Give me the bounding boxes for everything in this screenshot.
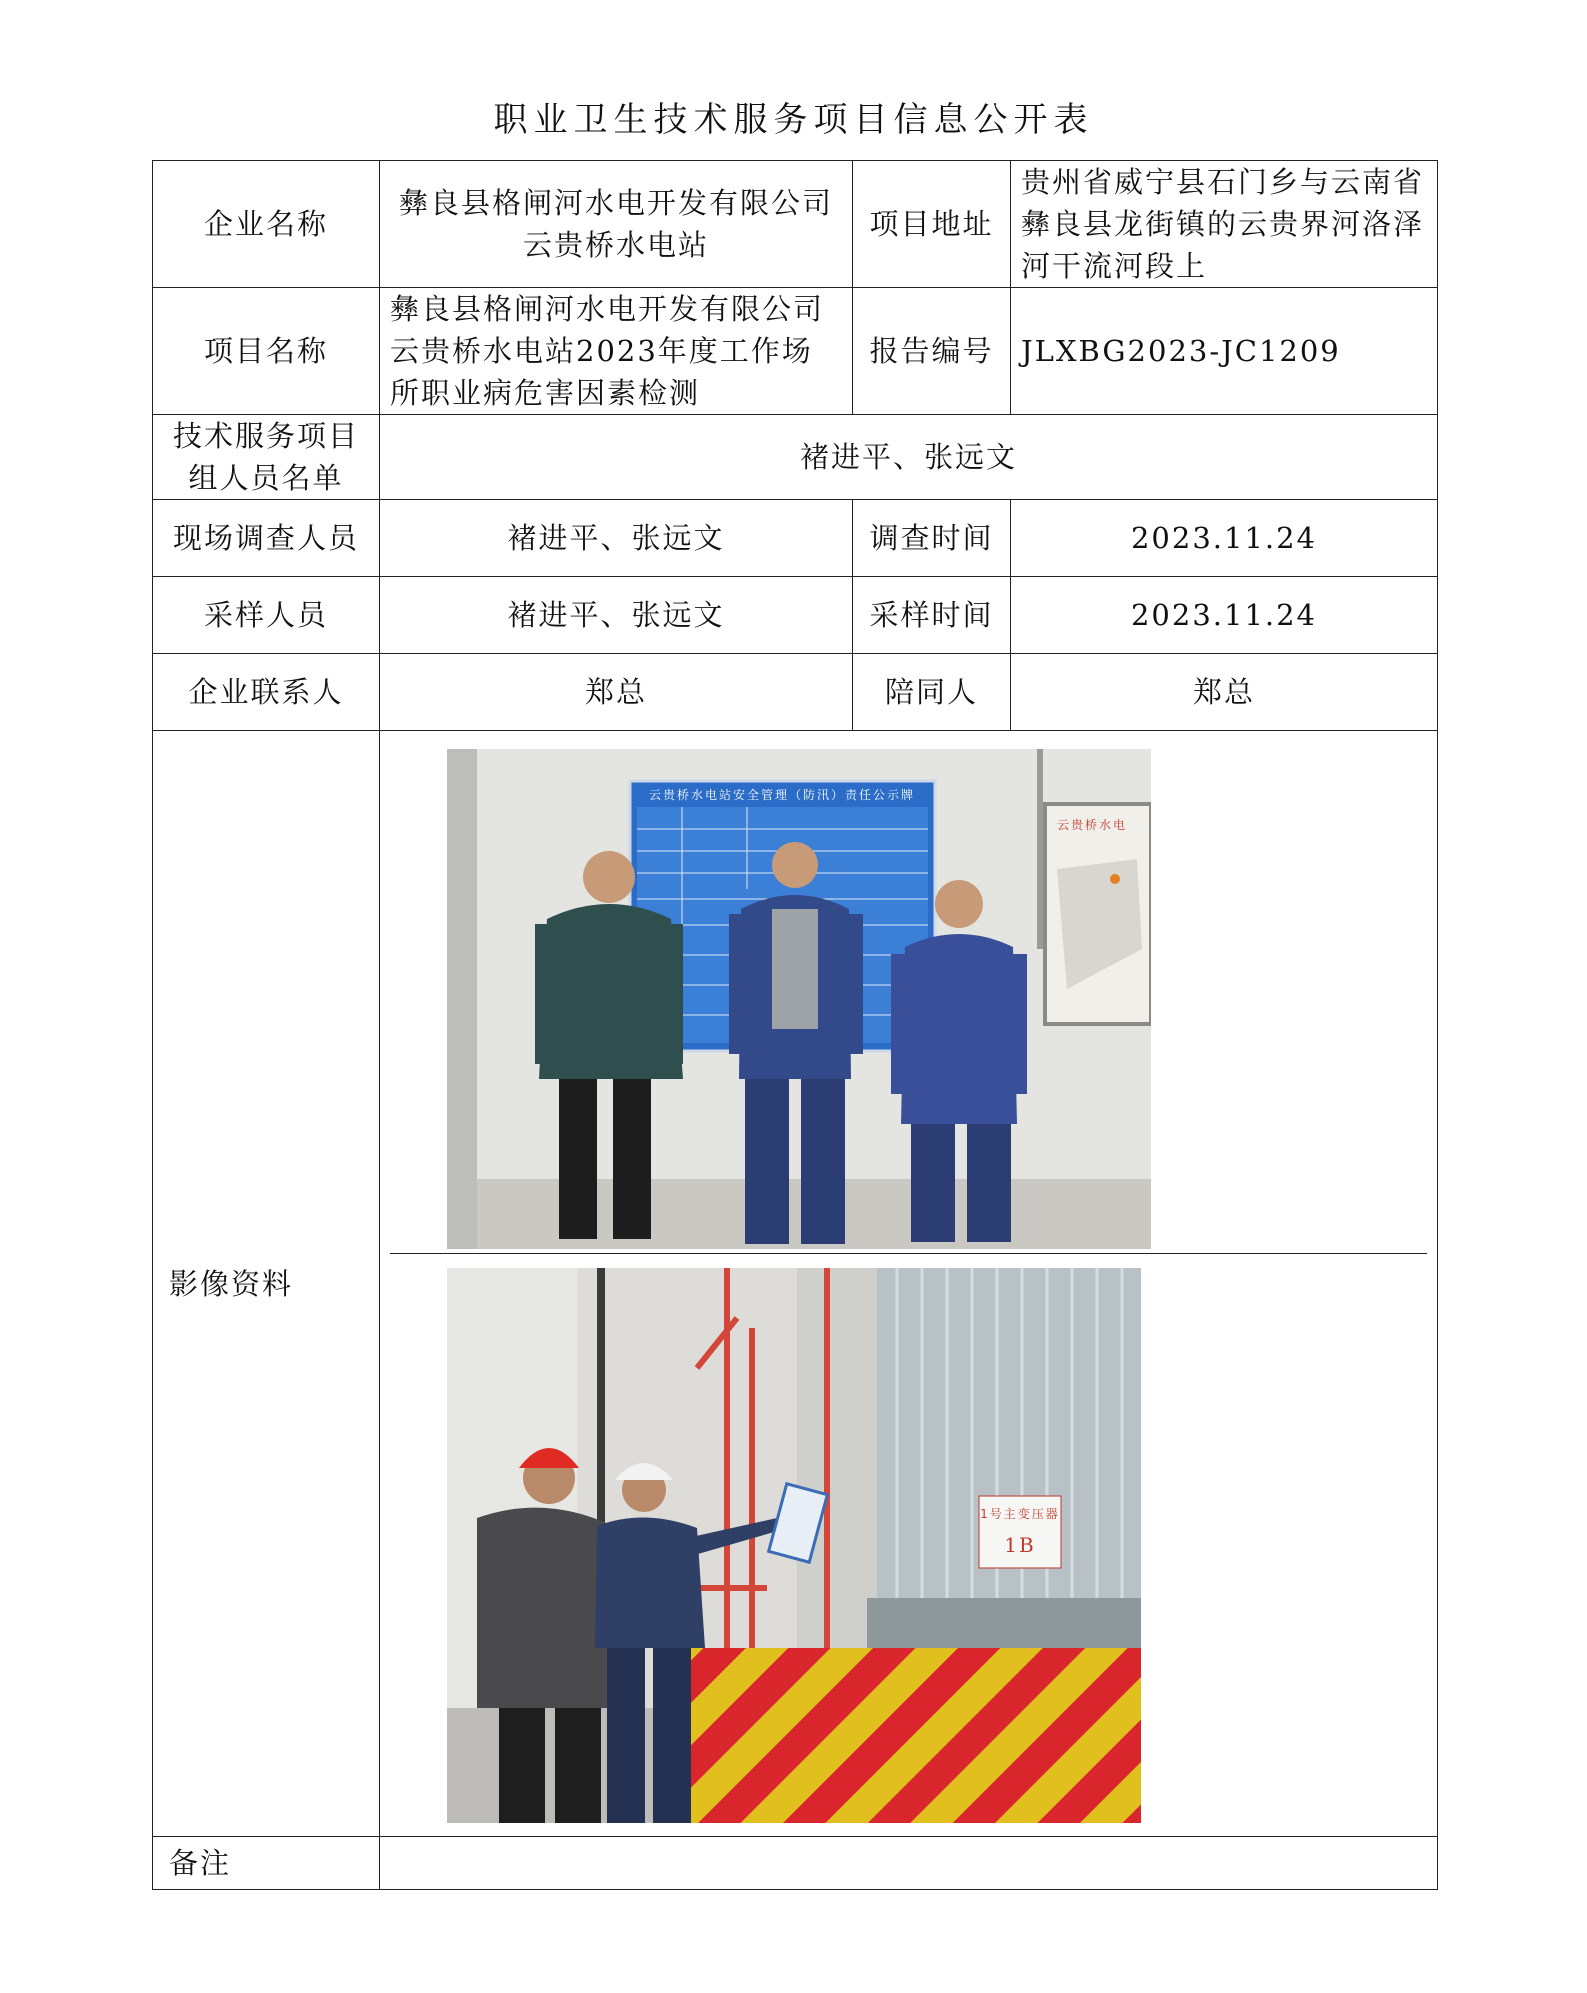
contact-value: 郑总 bbox=[380, 654, 853, 731]
transformer-label: 1号主变压器 bbox=[980, 1507, 1060, 1521]
table-row bbox=[153, 415, 1438, 500]
company-label: 企业名称 bbox=[153, 161, 380, 288]
address-value: 贵州省威宁县石门乡与云南省彝良县龙街镇的云贵界河洛泽河干流河段上 bbox=[1011, 161, 1438, 288]
photo-team bbox=[447, 749, 1151, 1249]
info-table bbox=[152, 160, 1438, 1890]
contact-label: 企业联系人 bbox=[153, 654, 380, 731]
escort-label: 陪同人 bbox=[853, 654, 1011, 731]
survey-staff-label: 现场调查人员 bbox=[153, 500, 380, 577]
photo-slot-2 bbox=[390, 1254, 1427, 1836]
company-value: 彝良县格闸河水电开发有限公司云贵桥水电站 bbox=[380, 161, 853, 288]
images-label: 影像资料 bbox=[153, 731, 380, 1837]
photo-slot-1 bbox=[390, 731, 1427, 1254]
sampling-time-value: 2023.11.24 bbox=[1011, 577, 1438, 654]
report-label: 报告编号 bbox=[853, 288, 1011, 415]
map-board-text: 云贵桥水电 bbox=[1057, 818, 1128, 832]
report-value: JLXBG2023-JC1209 bbox=[1011, 288, 1438, 415]
table-row bbox=[153, 500, 1438, 577]
table-row bbox=[153, 654, 1438, 731]
images-cell bbox=[380, 731, 1438, 1837]
transformer-code: 1B bbox=[1004, 1533, 1036, 1557]
survey-time-label: 调查时间 bbox=[853, 500, 1011, 577]
sampling-staff-label: 采样人员 bbox=[153, 577, 380, 654]
table-row bbox=[153, 1837, 1438, 1890]
address-label: 项目地址 bbox=[853, 161, 1011, 288]
page-title: 职业卫生技术服务项目信息公开表 bbox=[493, 100, 1094, 140]
team-value: 褚进平、张远文 bbox=[380, 415, 1438, 500]
survey-staff-value: 褚进平、张远文 bbox=[380, 500, 853, 577]
team-label: 技术服务项目组人员名单 bbox=[153, 415, 380, 500]
table-row bbox=[153, 161, 1438, 288]
table-row bbox=[153, 288, 1438, 415]
sign-text: 云贵桥水电站安全管理（防汛）责任公示牌 bbox=[648, 788, 916, 802]
project-label: 项目名称 bbox=[153, 288, 380, 415]
sampling-staff-value: 褚进平、张远文 bbox=[380, 577, 853, 654]
project-value: 彝良县格闸河水电开发有限公司云贵桥水电站2023年度工作场所职业病危害因素检测 bbox=[380, 288, 853, 415]
escort-value: 郑总 bbox=[1011, 654, 1438, 731]
sampling-time-label: 采样时间 bbox=[853, 577, 1011, 654]
remarks-value bbox=[380, 1837, 1438, 1890]
table-row bbox=[153, 577, 1438, 654]
remarks-label: 备注 bbox=[153, 1837, 380, 1890]
survey-time-value: 2023.11.24 bbox=[1011, 500, 1438, 577]
table-row bbox=[153, 731, 1438, 1837]
photo-transformer bbox=[447, 1268, 1141, 1823]
